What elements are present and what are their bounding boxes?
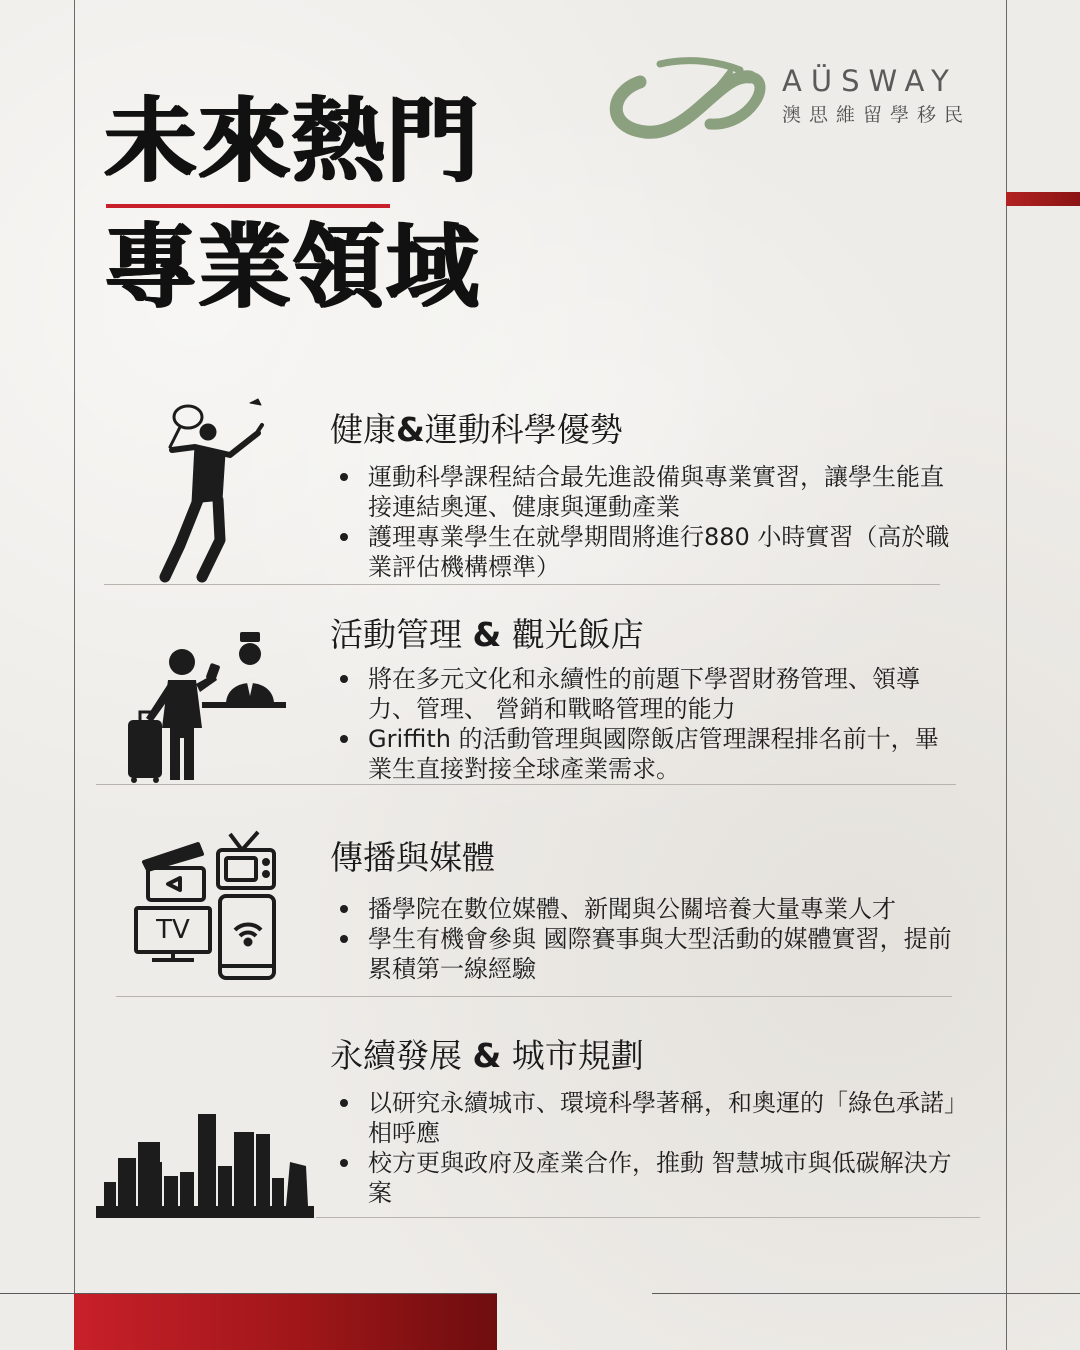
- hotel-reception-icon: [122, 628, 290, 784]
- section-heading-health: [330, 404, 623, 451]
- section-divider: [316, 1217, 980, 1218]
- bullet-list-events: [330, 664, 960, 784]
- section-heading-media: [330, 832, 495, 879]
- bullet-list-health: [330, 462, 960, 582]
- heading-ampersand: &: [472, 1036, 502, 1075]
- section-heading-events: [330, 609, 644, 656]
- heading-ampersand: &: [396, 410, 425, 449]
- section-heading-sustainability: [330, 1030, 644, 1077]
- section-divider: [116, 996, 952, 997]
- page-title-line1: 未來熱門: [104, 88, 481, 195]
- heading-text: 傳播與媒體: [330, 838, 495, 877]
- list-item: 播學院在數位媒體、新聞與公關培養大量專業人才: [330, 894, 960, 924]
- heading-text: 健康: [330, 410, 396, 449]
- list-item: 校方更與政府及產業合作，推動 智慧城市與低碳解決方案: [330, 1148, 960, 1208]
- heading-text: 活動管理: [330, 615, 473, 654]
- list-item: 以研究永續城市、環境科學著稱，和奧運的「綠色承諾」相呼應: [330, 1088, 960, 1148]
- bullet-list-media: [330, 894, 960, 984]
- heading-text: 運動科學優勢: [424, 410, 623, 449]
- section-divider: [96, 784, 956, 785]
- heading-text: 城市規劃: [501, 1036, 644, 1075]
- list-item: Griffith 的活動管理與國際飯店管理課程排名前十，畢業生直接對接全球產業需求。: [330, 724, 960, 784]
- section-divider: [104, 584, 940, 585]
- list-item: 將在多元文化和永續性的前題下學習財務管理、領導力、管理、 營銷和戰略管理的能力: [330, 664, 960, 724]
- city-skyline-icon: [94, 1110, 316, 1218]
- page-title-line2: 專業領域: [104, 214, 481, 321]
- bottom-frame-line-right: [652, 1293, 1080, 1294]
- heading-text: 永續發展: [330, 1036, 473, 1075]
- brand-name: AÜSWAY: [782, 64, 958, 98]
- bottom-accent-bar: [74, 1294, 497, 1350]
- bullet-list-sustainability: [330, 1088, 960, 1208]
- title-underline: [106, 204, 390, 208]
- list-item: 運動科學課程結合最先進設備與專業實習，讓學生能直接連結奧運、健康與運動產業: [330, 462, 960, 522]
- brand-subtitle: 澳思維留學移民: [782, 104, 972, 126]
- badminton-player-icon: [150, 395, 280, 585]
- right-accent-bar: [1006, 192, 1080, 206]
- left-frame-line: [74, 0, 75, 1293]
- heading-text: 觀光飯店: [501, 615, 644, 654]
- tv-label: TV: [156, 915, 190, 945]
- media-devices-icon: [132, 828, 280, 982]
- list-item: 護理專業學生在就學期間將進行880 小時實習（高於職業評估機構標準）: [330, 522, 960, 582]
- heading-ampersand: &: [472, 615, 502, 654]
- list-item: 學生有機會參與 國際賽事與大型活動的媒體實習，提前累積第一線經驗: [330, 924, 960, 984]
